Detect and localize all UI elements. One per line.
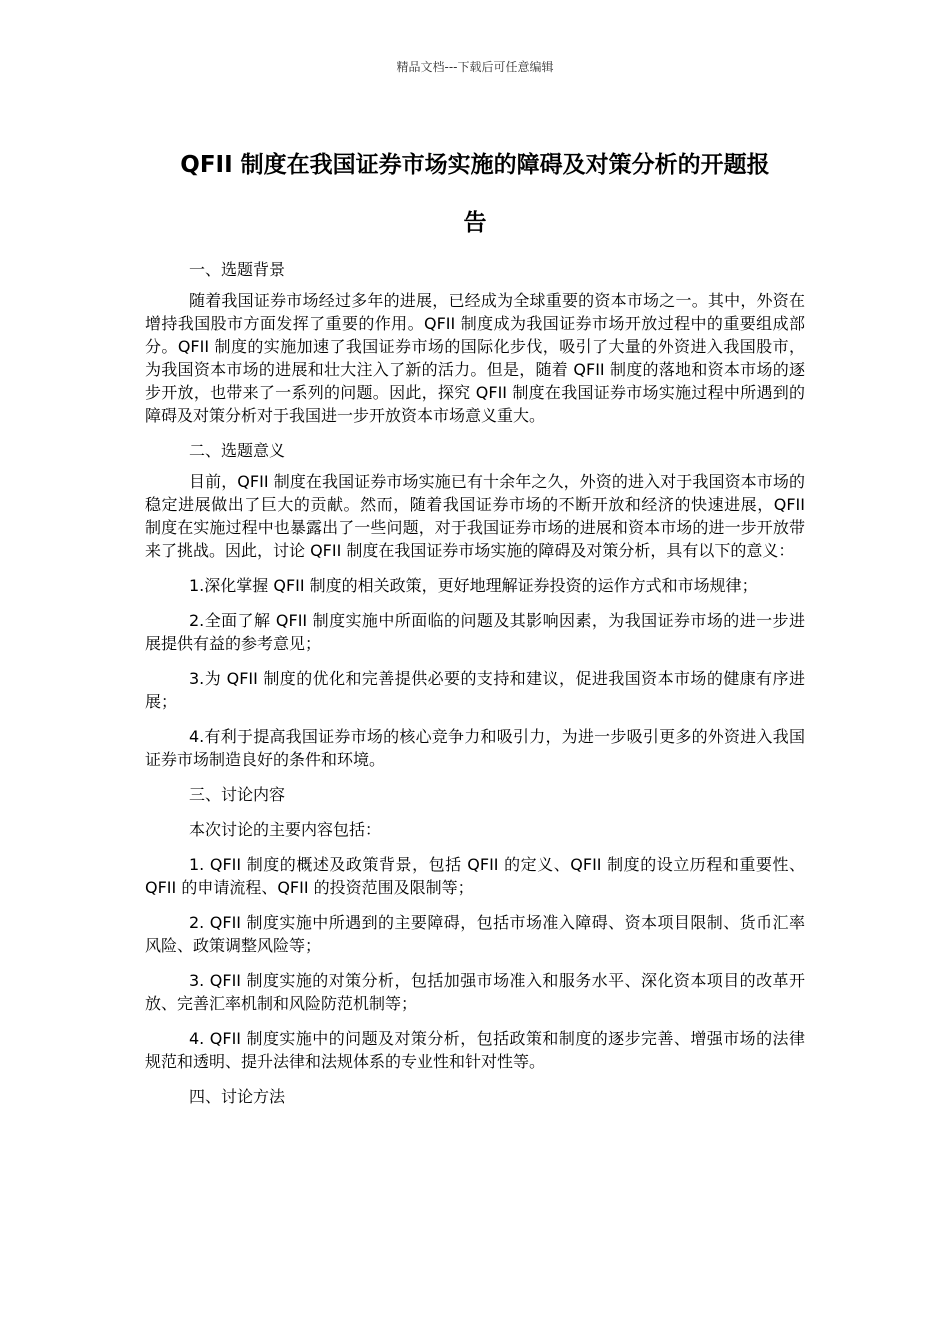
section-heading-method: 四、讨论方法	[189, 1087, 286, 1106]
section-heading-background: 一、选题背景	[189, 260, 286, 279]
list-item-content-4: 4. QFII 制度实施中的问题及对策分析，包括政策和制度的逐步完善、增强市场的法律规范和透明、提升法律和法规体系的专业性和针对性等。	[145, 1029, 805, 1071]
list-item-content-3: 3. QFII 制度实施的对策分析，包括加强市场准入和服务水平、深化资本项目的改革开放、完善汇率机制和风险防范机制等；	[145, 971, 805, 1013]
document-title-line-2: 告	[463, 210, 487, 236]
list-item-significance-4: 4.有利于提高我国证券市场的核心竞争力和吸引力，为进一步吸引更多的外资进入我国证券市场制造良好的条件和环境。	[145, 727, 805, 769]
list-item-content-1: 1. QFII 制度的概述及政策背景，包括 QFII 的定义、QFII 制度的设立历程和重要性、QFII 的申请流程、QFII 的投资范围及限制等；	[145, 855, 805, 897]
document-title	[145, 136, 805, 252]
paragraph-significance-intro: 目前，QFII 制度在我国证券市场实施已有十余年之久，外资的进入对于我国资本市场的稳定进展做出了巨大的贡献。然而，随着我国证券市场的不断开放和经济的快速进展，QFII 制度在实施过程中也暴露出了一些问题，对于我国证券市场的进展和资本市场的进一步开放带来了挑战。因此，讨论 QFII 制度在我国证券市场实施的障碍及对策分析，具有以下的意义：	[145, 472, 805, 560]
list-item-significance-1: 1.深化掌握 QFII 制度的相关政策，更好地理解证券投资的运作方式和市场规律；	[189, 576, 758, 595]
section-heading-significance: 二、选题意义	[189, 441, 286, 460]
page-header: 精品文档---下载后可任意编辑	[396, 60, 554, 74]
document-body	[145, 258, 805, 1120]
list-item-significance-3: 3.为 QFII 制度的优化和完善提供必要的支持和建议，促进我国资本市场的健康有序进展；	[145, 669, 805, 711]
document-title-line-1: QFII 制度在我国证券市场实施的障碍及对策分析的开题报	[180, 152, 770, 178]
paragraph-background: 随着我国证券市场经过多年的进展，已经成为全球重要的资本市场之一。其中，外资在增持我国股市方面发挥了重要的作用。QFII 制度成为我国证券市场开放过程中的重要组成部分。QFII 制度的实施加速了我国证券市场的国际化步伐，吸引了大量的外资进入我国股市，为我国资本市场的进展和壮大注入了新的活力。但是，随着 QFII 制度的落地和资本市场的逐步开放，也带来了一系列的问题。因此，探究 QFII 制度在我国证券市场实施过程中所遇到的障碍及对策分析对于我国进一步开放资本市场意义重大。	[145, 291, 805, 425]
list-item-significance-2: 2.全面了解 QFII 制度实施中所面临的问题及其影响因素，为我国证券市场的进一步进展提供有益的参考意见；	[145, 611, 805, 653]
paragraph-content-intro: 本次讨论的主要内容包括：	[189, 820, 382, 839]
section-heading-content: 三、讨论内容	[189, 785, 286, 804]
list-item-content-2: 2. QFII 制度实施中所遇到的主要障碍，包括市场准入障碍、资本项目限制、货币汇率风险、政策调整风险等；	[145, 913, 805, 955]
